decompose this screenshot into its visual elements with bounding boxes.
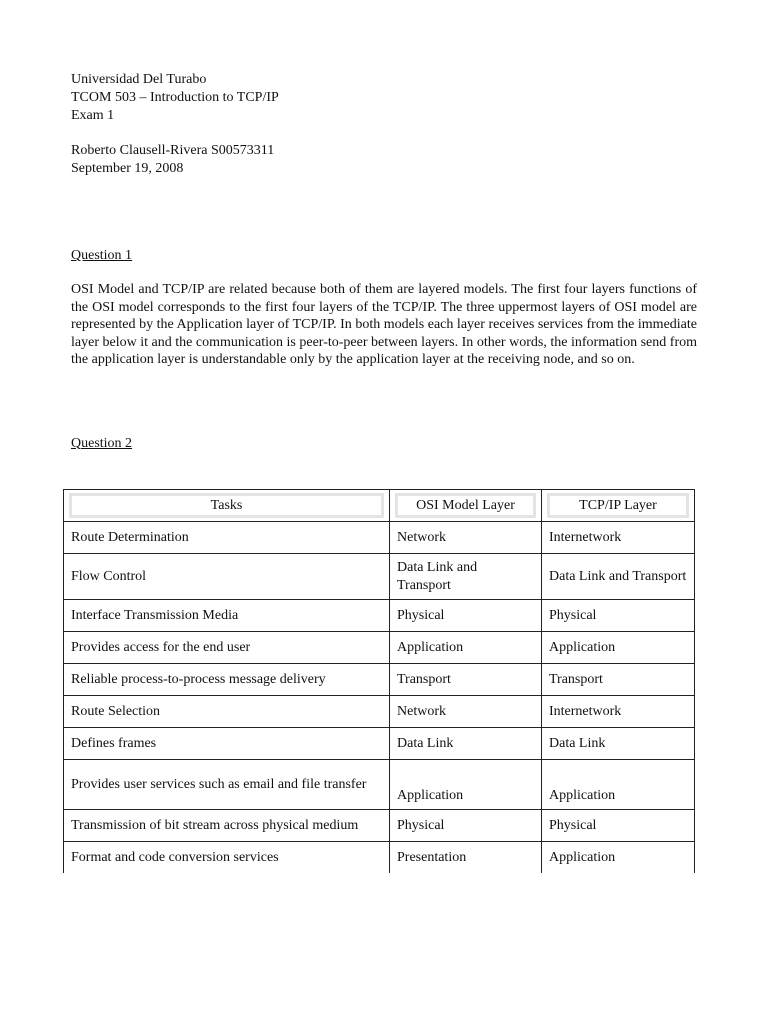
tcpip-cell: Internetwork: [542, 696, 695, 728]
table-row: [64, 728, 695, 760]
osi-cell: Data Link: [390, 728, 542, 760]
osi-cell: Physical: [390, 810, 542, 842]
tcpip-cell: Physical: [542, 810, 695, 842]
task-cell: Format and code conversion services: [64, 842, 390, 874]
osi-cell: Data Link and Transport: [390, 554, 542, 600]
osi-cell: Application: [390, 632, 542, 664]
table-row: [64, 842, 695, 874]
exam-date: September 19, 2008: [71, 161, 184, 176]
document-page: [71, 71, 697, 453]
osi-cell: Presentation: [390, 842, 542, 874]
exam-title: Exam 1: [71, 108, 115, 123]
tcpip-cell: Physical: [542, 600, 695, 632]
table-row: [64, 522, 695, 554]
osi-tcpip-table: [63, 489, 695, 873]
task-cell: Flow Control: [64, 554, 390, 600]
table-row: [64, 632, 695, 664]
course-title: TCOM 503 – Introduction to TCP/IP: [71, 90, 279, 105]
tcpip-cell: Application: [542, 760, 695, 810]
table-row: [64, 696, 695, 728]
column-header-tcpip: TCP/IP Layer: [542, 490, 695, 522]
task-cell: Interface Transmission Media: [64, 600, 390, 632]
table-row: [64, 760, 695, 810]
task-cell: Route Determination: [64, 522, 390, 554]
task-cell: Provides user services such as email and file transfer: [64, 760, 390, 810]
table-header-row: [64, 490, 695, 522]
column-header-tasks: Tasks: [64, 490, 390, 522]
student-name: Roberto Clausell-Rivera S00573311: [71, 143, 275, 158]
osi-cell: Physical: [390, 600, 542, 632]
osi-cell: Network: [390, 696, 542, 728]
tcpip-cell: Data Link: [542, 728, 695, 760]
table-row: [64, 664, 695, 696]
task-cell: Transmission of bit stream across physical medium: [64, 810, 390, 842]
question-2-title: Question 2: [71, 435, 133, 451]
question-1-title: Question 1: [71, 248, 133, 263]
tcpip-cell: Data Link and Transport: [542, 554, 695, 600]
osi-cell: Transport: [390, 664, 542, 696]
tcpip-cell: Internetwork: [542, 522, 695, 554]
tcpip-cell: Transport: [542, 664, 695, 696]
task-cell: Reliable process-to-process message delivery: [64, 664, 390, 696]
table-row: [64, 600, 695, 632]
task-cell: Route Selection: [64, 696, 390, 728]
table-row: [64, 554, 695, 600]
task-cell: Provides access for the end user: [64, 632, 390, 664]
osi-cell: Network: [390, 522, 542, 554]
table-row: [64, 810, 695, 842]
university-name: Universidad Del Turabo: [71, 72, 207, 87]
question-1-answer: OSI Model and TCP/IP are related because both of them are layered models. The first four layers functions of the OSI model corresponds to the first four layers of the TCP/IP. The three uppermost layers of OSI model are represented by the Application layer of TCP/IP. In both models each layer receives services from the immediate layer below it and the communication is peer-to-peer between layers. In other words, the information send from the application layer is understandable only by the application layer at the receiving node, and so on.: [71, 282, 697, 367]
task-cell: Defines frames: [64, 728, 390, 760]
osi-cell: Application: [390, 760, 542, 810]
tcpip-cell: Application: [542, 632, 695, 664]
column-header-osi: OSI Model Layer: [390, 490, 542, 522]
tcpip-cell: Application: [542, 842, 695, 874]
